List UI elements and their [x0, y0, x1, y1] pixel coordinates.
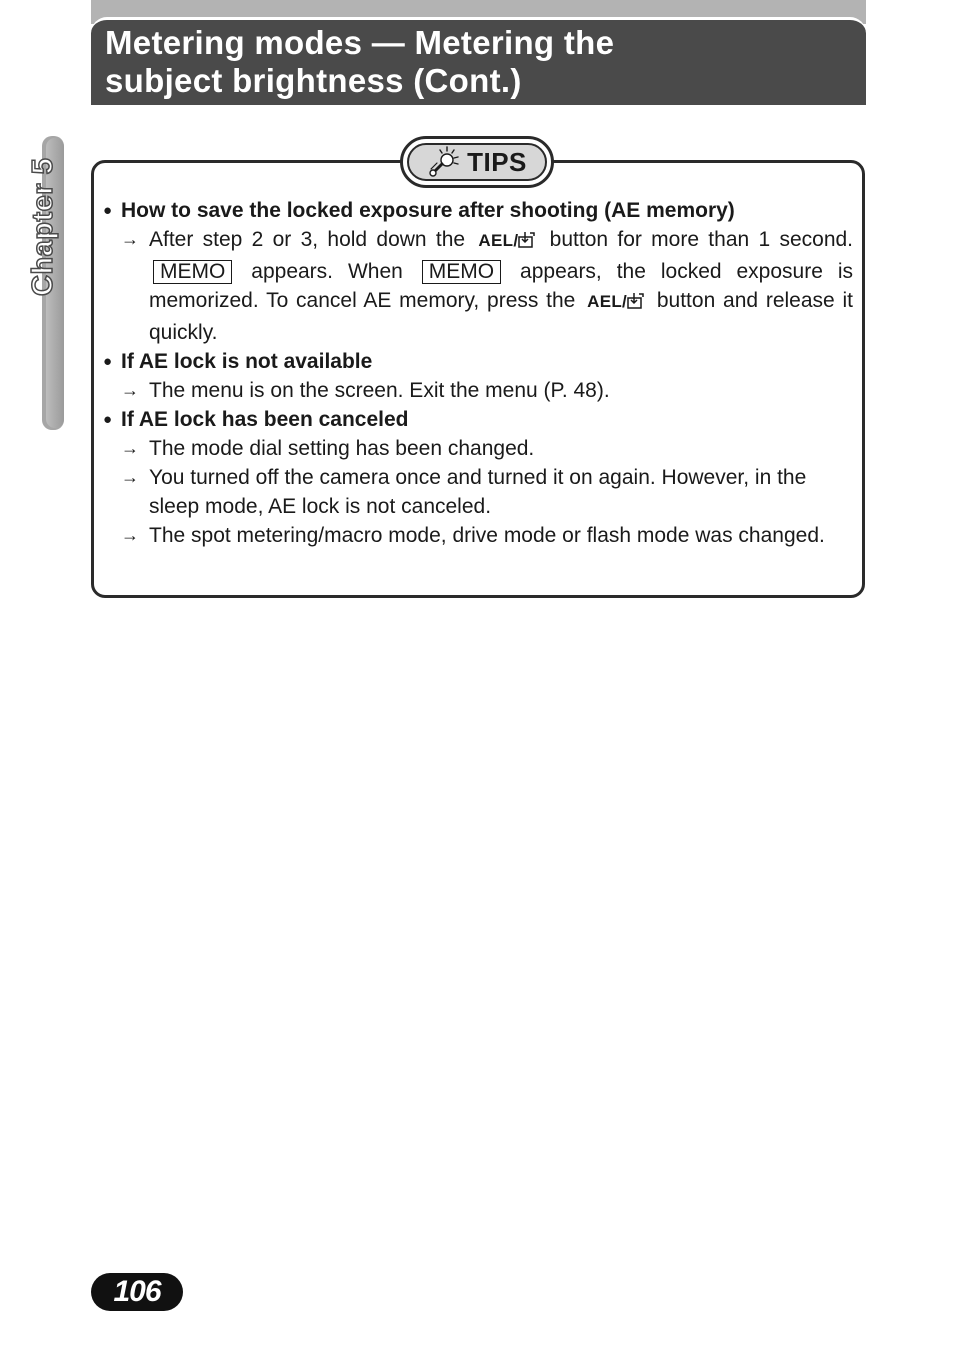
arrow-right-icon: →: [121, 229, 139, 249]
arrow-right-icon: →: [121, 380, 139, 400]
ael-button-symbol: AEL/: [583, 287, 649, 318]
tip-item-ae-memory: → After step 2 or 3, hold down the AEL/ button for more than 1 second. MEMO appears. When MEMO appears, the locked exposure is memorized. To cancel AE memory, press the AEL/ button and release it quickly.: [103, 225, 853, 347]
arrow-right-icon: →: [121, 525, 139, 545]
ael-lock-icon: [627, 289, 645, 318]
page-title-line1: Metering modes — Metering the: [105, 24, 615, 61]
page-title-line2: subject brightness (Cont.): [105, 62, 522, 99]
tips-badge: [400, 136, 554, 188]
ael-button-symbol: AEL/: [474, 226, 540, 257]
tip-item: → The spot metering/macro mode, drive mode or flash mode was changed.: [103, 521, 853, 550]
bullet-icon: ●: [103, 202, 113, 219]
tips-content: [103, 196, 853, 550]
page-number: 106: [91, 1273, 183, 1311]
tips-badge-label: TIPS: [467, 146, 527, 177]
tip-heading-ae-memory: ● How to save the locked exposure after shooting (AE memory): [103, 196, 853, 225]
tip-heading-not-available: ● If AE lock is not available: [103, 347, 853, 376]
tip-item: → You turned off the camera once and turned it on again. However, in the sleep mode, AE lock is not canceled.: [103, 463, 853, 521]
ael-lock-icon: [518, 228, 536, 257]
tips-badge-inner: [407, 143, 547, 181]
chapter-label-text: Chapter 5: [27, 157, 59, 296]
lightbulb-icon: [427, 146, 459, 178]
bullet-icon: ●: [103, 411, 113, 428]
chapter-label: [27, 140, 59, 296]
memo-indicator: MEMO: [422, 260, 501, 284]
tip-heading-canceled: ● If AE lock has been canceled: [103, 405, 853, 434]
bullet-icon: ●: [103, 353, 113, 370]
tip-item: → The menu is on the screen. Exit the menu (P. 48).: [103, 376, 853, 405]
arrow-right-icon: →: [121, 438, 139, 458]
tip-item: → The mode dial setting has been changed.: [103, 434, 853, 463]
arrow-right-icon: →: [121, 467, 139, 487]
memo-indicator: MEMO: [153, 260, 232, 284]
page-title: [105, 24, 845, 100]
